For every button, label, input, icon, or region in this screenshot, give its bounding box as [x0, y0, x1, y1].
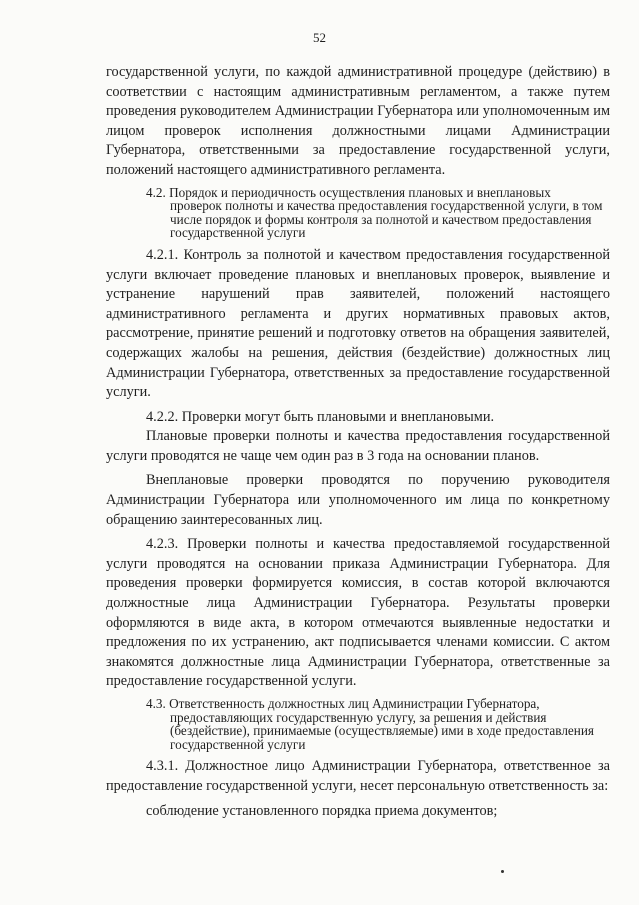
document-body — [106, 63, 610, 821]
paragraph-unplanned-checks: Внеплановые проверки проводятся по поручению руководителя Администрации Губернатора или уполномоченного им лица по конкретному обращению заинтересованных лиц. — [106, 472, 610, 528]
paragraph-planned-checks: Плановые проверки полноты и качества предоставления государственной услуги проводятся не чаще чем один раз в 3 года на основании планов. — [106, 428, 610, 464]
paragraph-intro: государственной услуги, по каждой административной процедуре (действию) в соответствии с настоящим административным регламентом, а также путем проведения руководителем Администрации Губернатора или уполномоченным им лицом проверок исполнения должностными лицами Администрации Губернатора, ответственными за предоставление государственной услуги, положений настоящего административного регламента. — [106, 64, 610, 178]
paragraph-document-order: соблюдение установленного порядка приема документов; — [146, 802, 498, 819]
heading-4-2-first-line: 4.2. Порядок и периодичность осуществления плановых и внеплановых — [146, 184, 551, 200]
paragraph-4-2-3: 4.2.3. Проверки полноты и качества предоставляемой государственной услуги проводятся на основании приказа Администрации Губернатора. Для проведения проверки формируется комиссия, в состав которой включаются должностные лица Администрации Губернатора. Результаты проверки оформляются в виде акта, в котором отмечаются выявленные недостатки и предложения по их устранению, акт подписывается членами комиссии. С актом знакомятся должностные лица Администрации Губернатора, ответственные за предоставление государственной услуги. — [106, 536, 610, 690]
scan-speck — [501, 870, 504, 873]
paragraph-4-3-1: 4.3.1. Должностное лицо Администрации Губернатора, ответственное за предоставление государственной услуги, несет персональную ответственность за: — [106, 758, 610, 794]
section-heading-4-3 — [146, 696, 610, 752]
page-number: 52 — [313, 30, 326, 45]
paragraph-4-2-1: 4.2.1. Контроль за полнотой и качеством предоставления государственной услуги включает проведение плановых и внеплановых проверок, выявление и устранение нарушений прав заявителей, положений настоящего административного регламента и других нормативных правовых актов, рассмотрение, принятие решений и подготовку ответов на обращения заявителей, содержащих жалобы на решения, действия (бездействие) должностных лиц Администрации Губернатора, ответственных за предоставление государственной услуги. — [106, 246, 610, 401]
heading-4-2-continuation: проверок полноты и качества предоставления государственной услуги, в том числе порядок и формы контроля за полнотой и качеством предоставления государственной услуги — [170, 198, 603, 241]
section-heading-4-2 — [146, 184, 610, 241]
paragraph-4-2-2: 4.2.2. Проверки могут быть плановыми и внеплановыми. — [146, 408, 495, 425]
heading-4-3-first-line: 4.3. Ответственность должностных лиц Администрации Губернатора, — [146, 696, 540, 711]
heading-4-3-continuation: предоставляющих государственную услугу, за решения и действия (бездействие), принимаемые (осуществляемые) ими в ходе предоставления государственной услуги — [170, 709, 594, 752]
